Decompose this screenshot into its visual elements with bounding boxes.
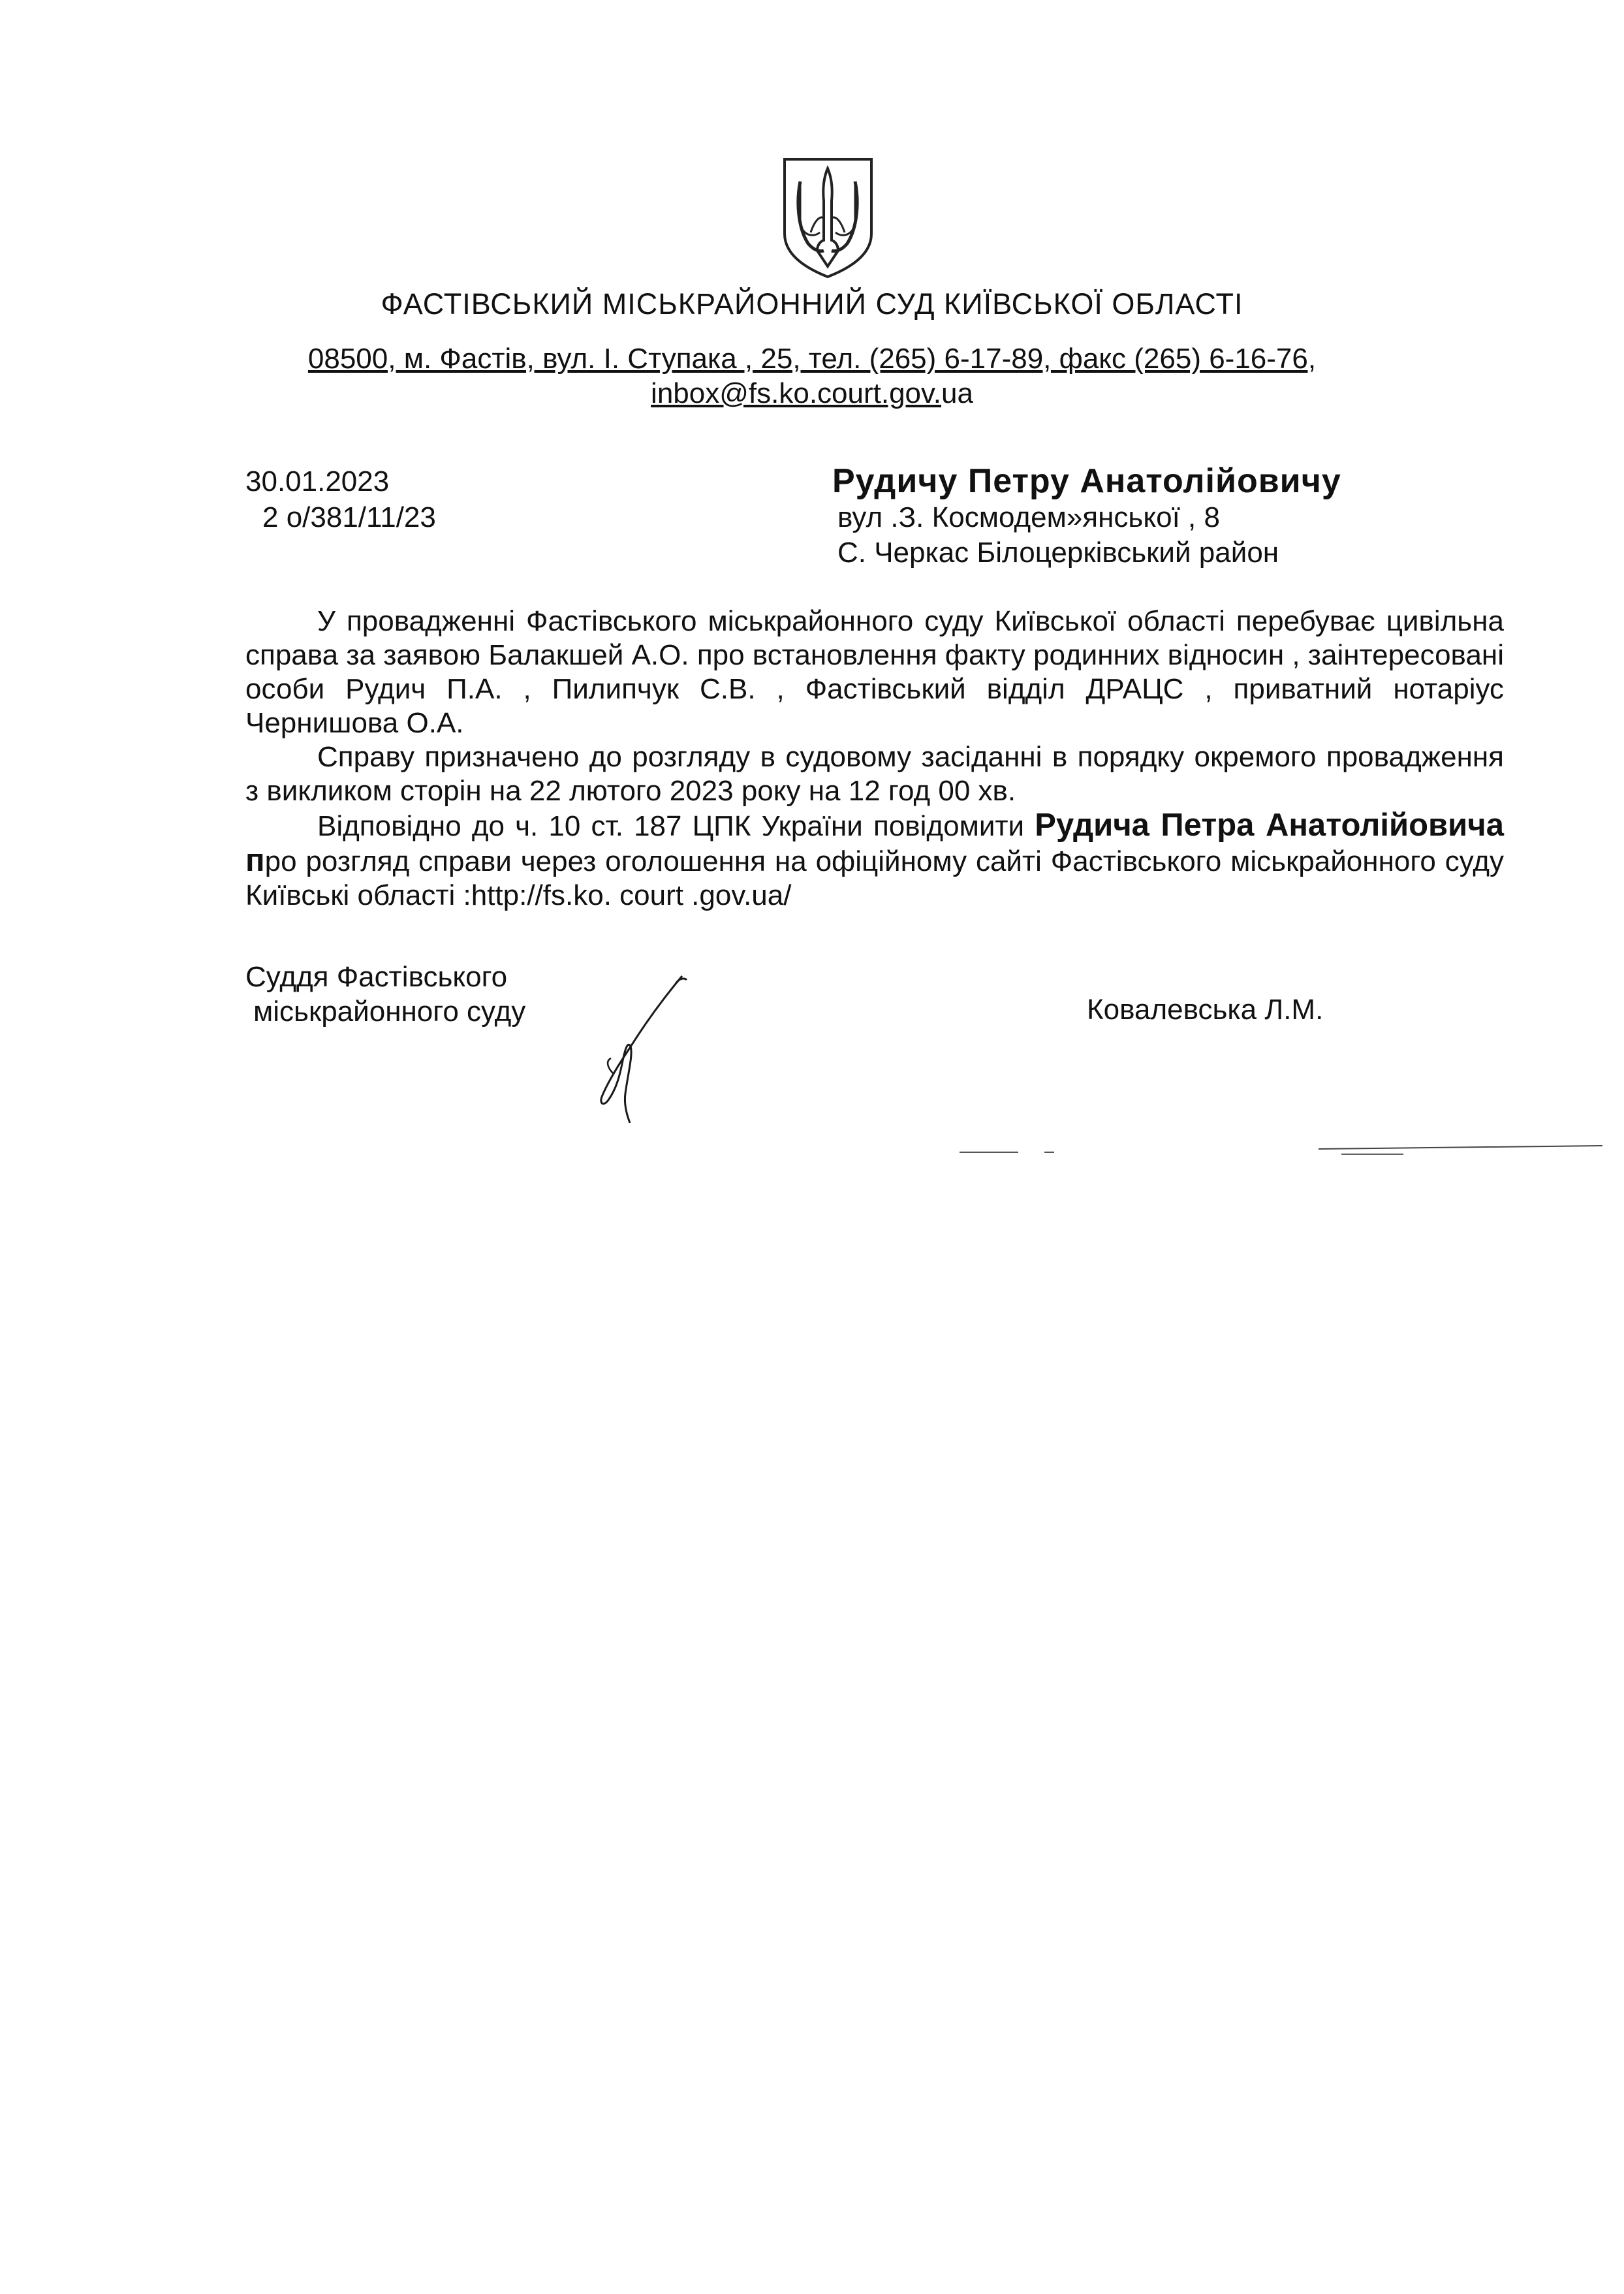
judge-name: Ковалевська Л.М. [1087,994,1324,1026]
body-paragraph-3-bold-name: Рудича Петра Анатолійовича п [245,808,1504,878]
recipient-address-line2: С. Черкас Білоцерківський район [837,537,1279,569]
letter-body [245,605,1504,913]
body-paragraph-2: Справу призначено до розгляду в судовому засіданні в порядку окремого провадження з викликом сторін на 22 лютого 2023 року на 12 год 00 хв. [245,741,1504,807]
court-name: ФАСТІВСЬКИЙ МІСЬКРАЙОННИЙ СУД КИЇВСЬКОЇ ОБЛАСТІ [381,287,1243,321]
judge-title-line2: міськрайонного суду [253,996,526,1028]
handwritten-signature-icon [568,969,698,1126]
recipient-name: Рудичу Петру Анатолійовичу [832,462,1341,500]
document-date: 30.01.2023 [245,465,390,497]
body-paragraph-3-end: ро розгляд справи через оголошення на офіційному сайті Фастівського міськрайонного суду Київські області :http://fs.ko. court .gov.ua/ [245,845,1504,911]
body-paragraph-1: У провадженні Фастівського міськрайонного суду Київської області перебуває цивільна справа за заявою Балакшей А.О. про встановлення факту родинних відносин , заінтересовані особи Рудич П.А. , Пилипчук С.В. , Фастівський відділ ДРАЦС , приватний нотаріус Чернишова О.А. [245,605,1504,739]
court-email-tld: ua [941,377,973,409]
recipient-address-line1: вул .З. Космодем»янської , 8 [837,501,1220,533]
trident-coat-of-arms-icon [781,155,875,279]
body-paragraph-3-start: Відповідно до ч. 10 ст. 187 ЦПК України повідомити [317,810,1035,842]
outgoing-number: 2 о/381/11/23 [262,501,436,533]
body-paragraph-3 [245,808,1504,913]
court-address: 08500, м. Фастів, вул. І. Ступака , 25, тел. (265) 6-17-89, факс (265) 6-16-76, [307,343,1317,375]
court-email [0,377,1624,410]
court-email-user: inbox@fs.ko.court.gov. [651,377,941,409]
judge-title [245,960,525,1029]
judge-title-line1: Суддя Фастівського [245,961,508,993]
